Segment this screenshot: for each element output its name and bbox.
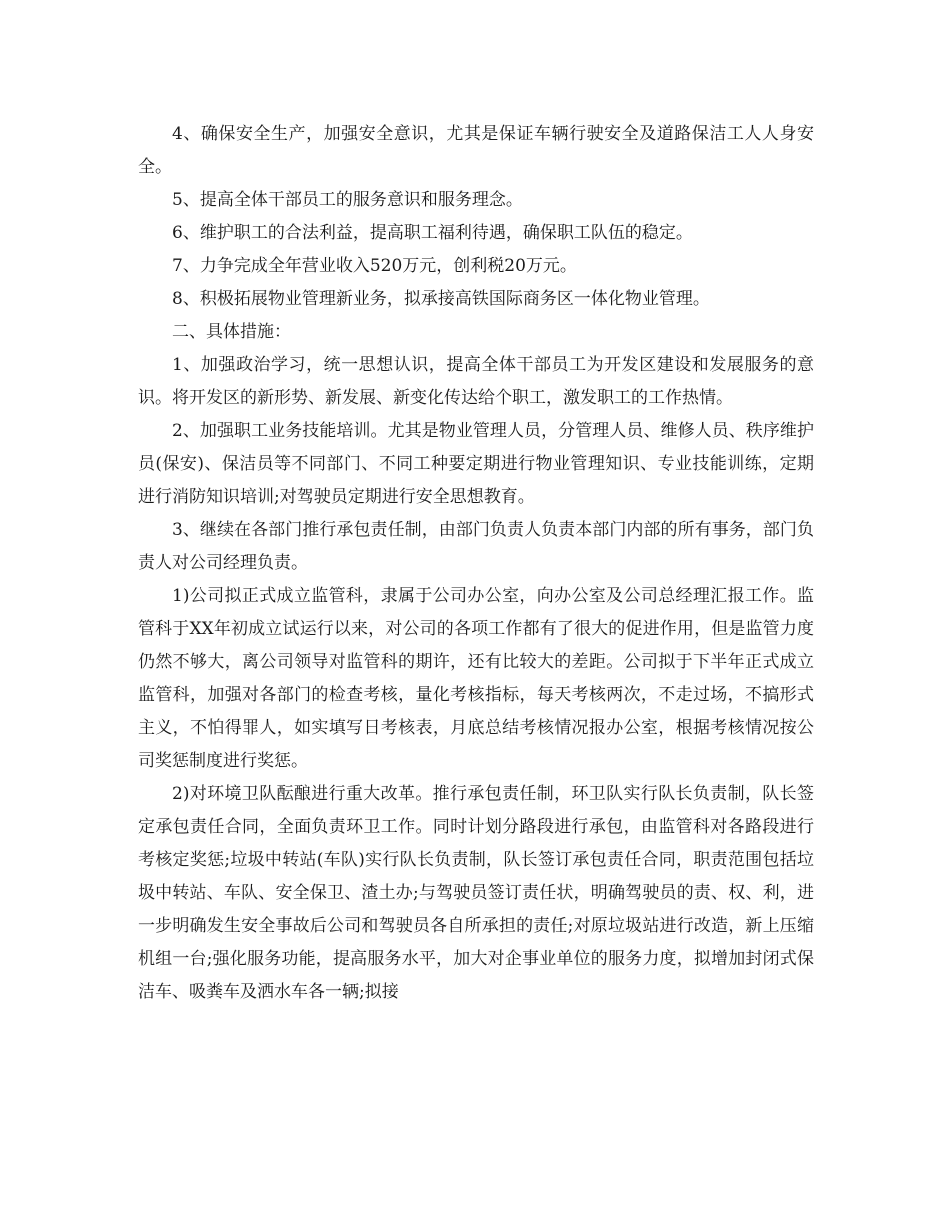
paragraph-measure-3: 3、继续在各部门推行承包责任制，由部门负责人负责本部门内部的所有事务，部门负责人对公司经理负责。 xyxy=(138,520,814,573)
paragraph-measure-1: 1、加强政治学习，统一思想认识，提高全体干部员工为开发区建设和发展服务的意识。将开发区的新形势、新发展、新变化传达给个职工，激发职工的工作热情。 xyxy=(138,355,814,408)
paragraph-goal-5: 5、提高全体干部员工的服务意识和服务理念。 xyxy=(172,190,523,210)
paragraph-goal-7: 7、力争完成全年营业收入520万元，创利税20万元。 xyxy=(172,256,577,276)
paragraph-goal-6: 6、维护职工的合法利益，提高职工福利待遇，确保职工队伍的稳定。 xyxy=(172,223,693,243)
document-body xyxy=(138,118,814,1009)
section-heading-measures: 二、具体措施： xyxy=(172,322,291,342)
paragraph-goal-4: 4、确保安全生产，加强安全意识，尤其是保证车辆行驶安全及道路保洁工人人身安全。 xyxy=(138,124,814,177)
paragraph-measure-3-item-2: 2)对环境卫队酝酿进行重大改革。推行承包责任制，环卫队实行队长负责制，队长签定承包责任合同，全面负责环卫工作。同时计划分路段进行承包，由监管科对各路段进行考核定奖惩;垃圾中转站(车队)实行队长负责制，队长签订承包责任合同，职责范围包括垃圾中转站、车队、安全保卫、渣土办;与驾驶员签订责任状，明确驾驶员的责、权、利，进一步明确发生安全事故后公司和驾驶员各自所承担的责任;对原垃圾站进行改造，新上压缩机组一台;强化服务功能，提高服务水平，加大对企事业单位的服务力度，拟增加封闭式保洁车、吸粪车及洒水车各一辆;拟接 xyxy=(138,784,814,1002)
paragraph-goal-8: 8、积极拓展物业管理新业务，拟承接高铁国际商务区一体化物业管理。 xyxy=(172,289,710,309)
paragraph-measure-3-item-1: 1)公司拟正式成立监管科，隶属于公司办公室，向办公室及公司总经理汇报工作。监管科于XX年初成立试运行以来，对公司的各项工作都有了很大的促进作用，但是监管力度仍然不够大，离公司领导对监管科的期许，还有比较大的差距。公司拟于下半年正式成立监管科，加强对各部门的检查考核，量化考核指标，每天考核两次，不走过场，不搞形式主义，不怕得罪人，如实填写日考核表，月底总结考核情况报办公室，根据考核情况按公司奖惩制度进行奖惩。 xyxy=(138,586,814,771)
paragraph-measure-2: 2、加强职工业务技能培训。尤其是物业管理人员，分管理人员、维修人员、秩序维护员(保安)、保洁员等不同部门、不同工种要定期进行物业管理知识、专业技能训练，定期进行消防知识培训;对驾驶员定期进行安全思想教育。 xyxy=(138,421,814,507)
